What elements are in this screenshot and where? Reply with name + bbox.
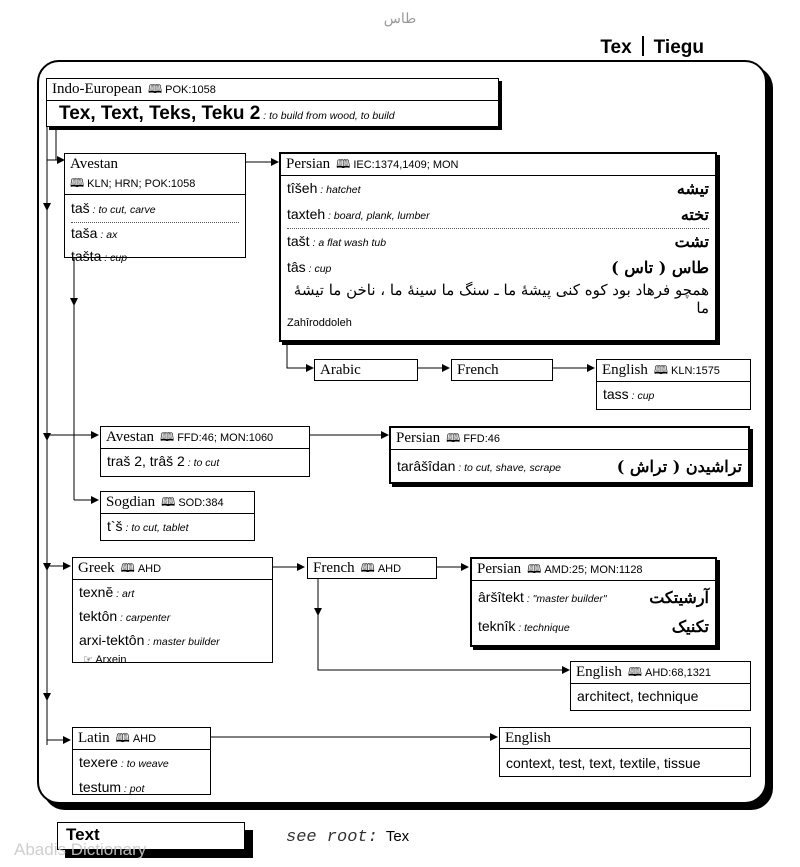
gloss: a flat wash tub (318, 237, 387, 249)
node-header (315, 360, 417, 380)
language-label: Persian (477, 561, 522, 577)
gloss: to build from wood, to build (269, 110, 395, 122)
language-label: Avestan (106, 429, 155, 445)
word: tâs (287, 259, 306, 275)
watermark: Abadis Dictionary (14, 840, 147, 859)
reference-text: AHD (377, 563, 402, 575)
node-ref (65, 174, 245, 195)
gloss: cup (110, 252, 128, 264)
persian-script: تراشیدن ( تراش ) (616, 457, 742, 476)
reference-text: AHD (132, 733, 157, 745)
node-arabic[interactable] (314, 359, 418, 381)
book-icon: 🕮 (336, 157, 351, 171)
reference-text: KLN; HRN; POK:1058 (87, 178, 196, 190)
see-root-label: see root: (286, 828, 378, 847)
language-label: French (313, 560, 355, 576)
word: texnĕ (79, 584, 114, 600)
gloss: to cut (193, 457, 220, 469)
language-label: Arabic (320, 362, 361, 378)
book-icon: 🕮 (653, 363, 668, 377)
node-header (101, 492, 254, 514)
word-row: tass : cup (603, 386, 655, 402)
book-icon: 🕮 (527, 562, 542, 576)
see-also-link[interactable] (73, 653, 272, 666)
language-label: Sogdian (106, 494, 156, 510)
word: t`š (107, 518, 123, 534)
word-row: arxi-tektôn : master builder (79, 632, 220, 648)
node-french-2[interactable] (307, 557, 437, 579)
node-latin[interactable] (72, 727, 211, 795)
word-row: taxteh : board, plank, lumber تخته (287, 205, 709, 224)
node-header (65, 154, 245, 174)
reference-text: KLN:1575 (671, 365, 720, 377)
node-french-1[interactable] (451, 359, 553, 381)
word-row: taša : ax (71, 225, 118, 241)
poet-name: Zahîroddoleh (287, 317, 352, 329)
gloss: to weave (126, 758, 169, 770)
reference-text: AHD (137, 563, 162, 575)
book-icon: 🕮 (70, 176, 85, 190)
words: context, test, text, textile, tissue (506, 755, 701, 771)
book-icon: 🕮 (147, 82, 163, 96)
root-box[interactable]: Text (57, 822, 245, 850)
language-label: Latin (78, 730, 110, 746)
book-icon: 🕮 (360, 561, 375, 575)
gloss: hatchet (326, 184, 361, 196)
node-english-2[interactable] (570, 661, 751, 711)
see-root-link[interactable]: Tex (385, 828, 410, 845)
persian-script: طاس ( تاس ) (611, 258, 709, 277)
language-label: Persian (396, 430, 441, 446)
word-row: tâs : cup طاس ( تاس ) (287, 258, 709, 277)
reference-text: IEC:1374,1409; MON (353, 159, 459, 171)
persian-script: تیشه (676, 179, 709, 198)
root-words: Tex, Text, Teks, Teku 2 (59, 103, 261, 124)
language-label: French (457, 362, 499, 378)
reference-text: FFD:46 (463, 433, 501, 445)
word: arxi-tektôn (79, 632, 145, 648)
reference-text: AMD:25; MON:1128 (544, 564, 643, 576)
node-header (452, 360, 552, 380)
word: traš 2, trâš 2 (107, 453, 185, 469)
word-row: taš : to cut, carve (71, 200, 156, 216)
persian-script: آرشیتکت (649, 588, 709, 607)
gloss: "master builder" (532, 593, 607, 605)
word-row: tîšeh : hatchet تیشه (287, 179, 709, 198)
node-header (73, 558, 272, 580)
poem-line: همچو فرهاد بود کوه کنی پیشۀ ما ـ سنگ ما سینۀ ما ، ناخن ما تیشۀ ما (293, 281, 709, 317)
word: tîšeh (287, 180, 318, 196)
persian-script: تکنیک (671, 617, 709, 636)
word: tass (603, 386, 629, 402)
pointing-hand-icon: ☞ (83, 654, 93, 666)
word: tašt (287, 233, 310, 249)
node-header (391, 428, 748, 450)
word-row: tarâšîdan : to cut, shave, scrape تراشیدن ( تراش ) (397, 457, 742, 476)
node-avestan-2[interactable] (100, 426, 310, 477)
node-persian-2[interactable] (389, 426, 750, 484)
gloss: cup (637, 390, 655, 402)
word-row: tašta : cup (71, 248, 128, 264)
word-row: âršîtekt : "master builder" آرشیتکت (478, 588, 709, 607)
node-header (101, 427, 309, 449)
reference-text: POK:1058 (165, 84, 216, 96)
reference-text: SOD:384 (178, 497, 224, 509)
node-header (472, 559, 715, 581)
word-row (500, 749, 750, 775)
language-label: English (505, 730, 551, 746)
page-title: طاس (383, 10, 417, 26)
language-label: Indo-European (52, 81, 142, 97)
root-header-right[interactable]: Tiegu (653, 37, 704, 58)
book-icon: 🕮 (161, 495, 176, 509)
word: testum (79, 779, 122, 795)
node-english-1[interactable] (596, 359, 751, 410)
root-header-left[interactable]: Tex (600, 37, 632, 58)
word-row: texnĕ : art (79, 584, 135, 600)
book-icon: 🕮 (120, 561, 135, 575)
book-icon: 🕮 (115, 731, 130, 745)
word: tektôn (79, 608, 118, 624)
node-header (500, 728, 750, 749)
reference-text: FFD:46; MON:1060 (177, 432, 274, 444)
gloss: cup (314, 263, 332, 275)
words: architect, technique (577, 688, 699, 704)
word: tarâšîdan (397, 458, 456, 474)
node-indo-european[interactable] (46, 78, 499, 127)
book-icon: 🕮 (627, 665, 642, 679)
node-header (47, 79, 498, 101)
see-root (286, 828, 409, 847)
language-label: English (602, 362, 648, 378)
language-label: Avestan (70, 156, 119, 172)
gloss: ax (106, 229, 118, 241)
node-persian-1[interactable] (279, 152, 717, 342)
word: tašta (71, 248, 102, 264)
word: texere (79, 754, 118, 770)
node-header (281, 154, 715, 176)
word: taxteh (287, 206, 326, 222)
persian-script: تخته (680, 205, 709, 224)
word: âršîtekt (478, 589, 524, 605)
gloss: to cut, tablet (131, 522, 189, 534)
node-header (73, 728, 210, 750)
word: taša (71, 225, 98, 241)
word-row (571, 684, 750, 708)
node-avestan-1[interactable] (64, 153, 246, 264)
persian-script: تشت (674, 232, 709, 251)
node-body: Tex, Text, Teks, Teku 2 : to build from wood, to build (59, 103, 395, 124)
gloss: art (122, 588, 135, 600)
gloss: pot (129, 783, 145, 795)
word-row: teknîk : technique تکنیک (478, 617, 709, 636)
gloss: board, plank, lumber (333, 210, 430, 222)
node-english-3[interactable] (499, 727, 751, 777)
node-persian-3[interactable] (470, 557, 717, 647)
word-row: t`š : to cut, tablet (107, 518, 189, 534)
node-header (597, 360, 750, 382)
node-sogdian[interactable] (100, 491, 255, 541)
gloss: technique (524, 622, 570, 634)
word-row: texere : to weave (79, 754, 169, 770)
reference-text: AHD:68,1321 (645, 667, 712, 679)
word-row: testum : pot (79, 779, 145, 795)
word: teknîk (478, 618, 516, 634)
gloss: to cut, shave, scrape (464, 462, 562, 474)
gloss: carpenter (125, 612, 171, 624)
language-label: Greek (78, 560, 115, 576)
node-header (308, 558, 436, 579)
book-icon: 🕮 (446, 431, 461, 445)
word-row: tektôn : carpenter (79, 608, 171, 624)
node-greek[interactable] (72, 557, 273, 666)
word-row: traš 2, trâš 2 : to cut (107, 453, 220, 469)
word-row: tašt : a flat wash tub تشت (287, 232, 709, 251)
gloss: master builder (153, 636, 220, 648)
language-label: English (576, 664, 622, 680)
book-icon: 🕮 (160, 430, 175, 444)
gloss: to cut, carve (98, 204, 156, 216)
word: taš (71, 200, 90, 216)
language-label: Persian (286, 156, 331, 172)
see-also-word: Arxein (95, 654, 127, 666)
node-header (571, 662, 750, 684)
